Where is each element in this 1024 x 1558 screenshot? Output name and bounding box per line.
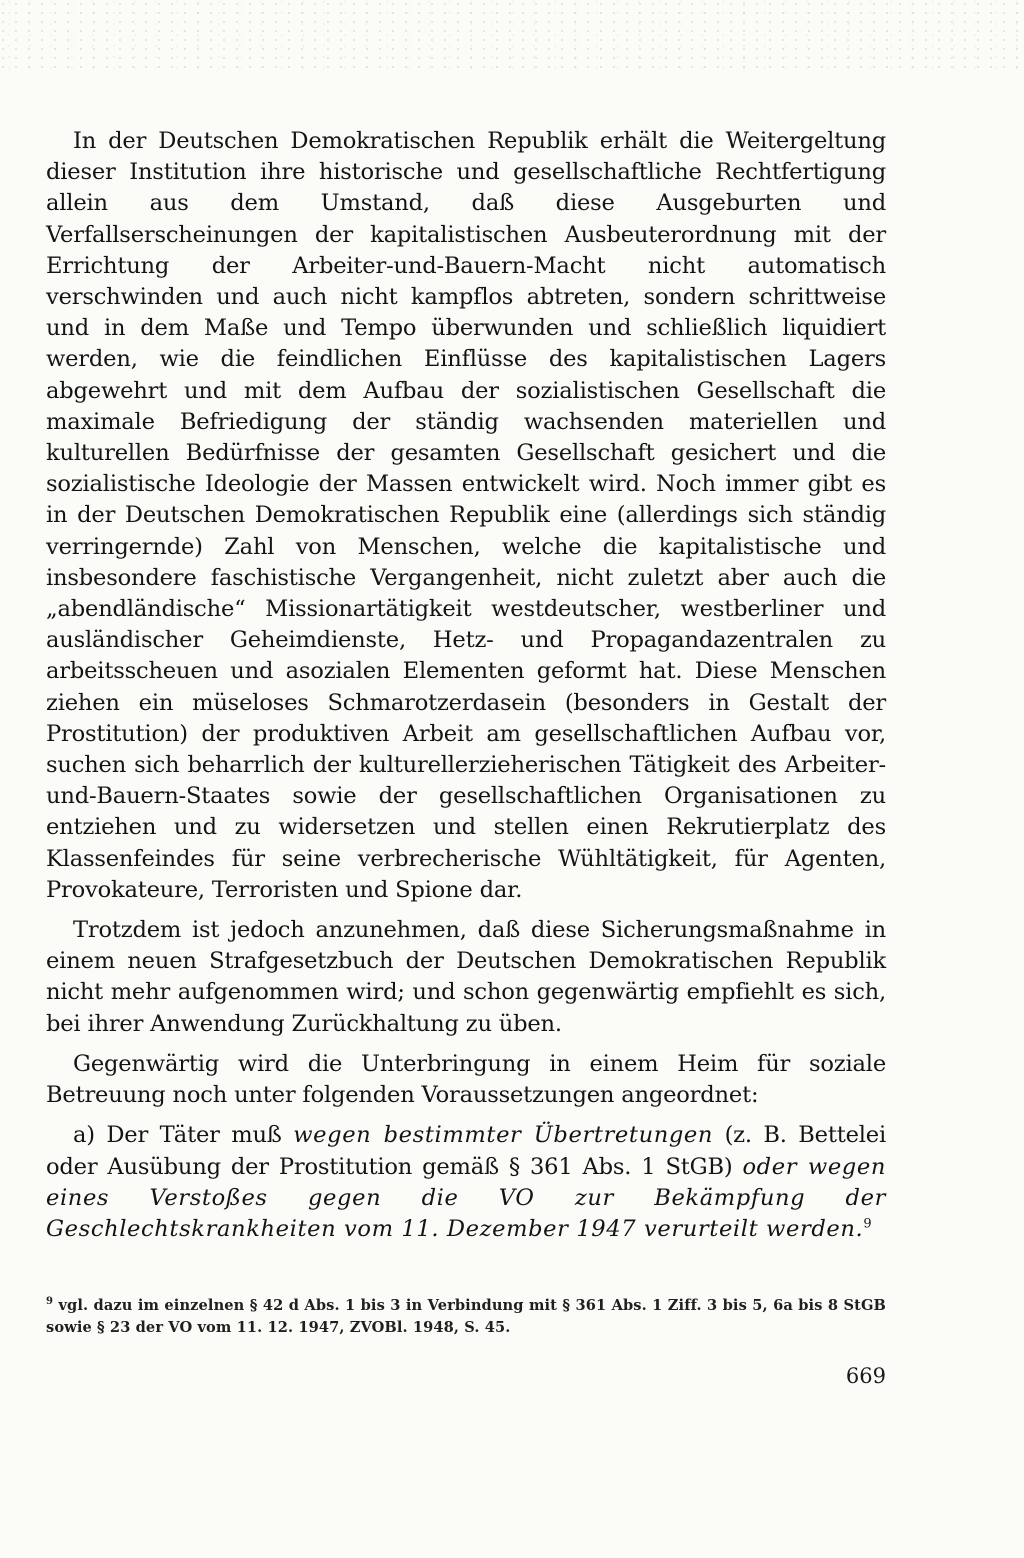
paragraph-3: Gegenwärtig wird die Unterbringung in einem Heim für soziale Betreuung noch unter folgenden Voraussetzungen angeordnet:	[46, 1050, 886, 1109]
item-a-emphasis-1: wegen bestimmter Übertretungen	[293, 1122, 714, 1149]
item-a-middle: (z. B. Bettelei oder Ausübung der Prostitution gemäß § 361 Abs. 1 StGB)	[46, 1122, 886, 1180]
footnote-reference: 9	[863, 1216, 872, 1232]
footnote-mark: 9	[46, 1296, 54, 1308]
item-a-emphasis-2: oder wegen eines Verstoßes gegen die VO zur Bekämpfung der Geschlechtskrankheiten vom 11. Dezember 1947 verurteilt werden.	[46, 1153, 886, 1242]
page-number: 669	[845, 1364, 886, 1388]
footnote-text: vgl. dazu im einzelnen § 42 d Abs. 1 bis 3 in Verbindung mit § 361 Abs. 1 Ziff. 3 bis 5, 6a bis 8 StGB sowie § 23 der VO vom 11. 12. 1947, ZVOBl. 1948, S. 45.	[46, 1297, 886, 1336]
paragraph-1: In der Deutschen Demokratischen Republik erhält die Weitergeltung dieser Institution ihre historische und gesellschaftliche Rechtfertigung allein aus dem Umstand, daß diese Ausgeburten und Verfallserscheinungen der kapitalistischen Ausbeuterordnung mit der Errichtung der Arbeiter-und-Bauern-Macht nicht automatisch verschwinden und auch nicht kampflos abtreten, sondern schrittweise und in dem Maße und Tempo überwunden und schließlich liquidiert werden, wie die feindlichen Einflüsse des kapitalistischen Lagers abgewehrt und mit dem Aufbau der sozialistischen Gesellschaft die maximale Befriedigung der ständig wachsenden materiellen und kulturellen Bedürfnisse der gesamten Gesellschaft gesichert und die sozialistische Ideologie der Massen entwickelt wird. Noch immer gibt es in der Deutschen Demokratischen Republik eine (allerdings sich ständig verringernde) Zahl von Menschen, welche die kapitalistische und insbesondere faschistische Vergangenheit, nicht zuletzt aber auch die „abendländische“ Missionartätigkeit westdeutscher, westberliner und ausländischer Geheimdienste, Hetz- und Propagandazentralen zu arbeitsscheuen und asozialen Elementen geformt hat. Diese Menschen ziehen ein müseloses Schmarotzerdasein (besonders in Gestalt der Prostitution) der produktiven Arbeit am gesellschaftlichen Aufbau vor, suchen sich beharrlich der kulturellerzieherischen Tätigkeit des Arbeiter-und-Bauern-Staates sowie der gesellschaftlichen Organisationen zu entziehen und zu widersetzen und stellen einen Rekrutierplatz des Klassenfeindes für seine verbrecherische Wühltätigkeit, für Agenten, Provokateure, Terroristen und Spione dar.	[46, 128, 886, 903]
body-text	[46, 126, 886, 1245]
list-item-a	[46, 1120, 886, 1245]
footnote	[46, 1295, 886, 1339]
scan-noise	[0, 0, 1024, 70]
item-a-lead: a) Der Täter muß	[73, 1122, 294, 1149]
paragraph-2: Trotzdem ist jedoch anzunehmen, daß diese Sicherungsmaßnahme in einem neuen Strafgesetzbuch der Deutschen Demokratischen Republik nicht mehr aufgenommen wird; und schon gegenwärtig empfiehlt es sich, bei ihrer Anwendung Zurückhaltung zu üben.	[46, 917, 886, 1037]
